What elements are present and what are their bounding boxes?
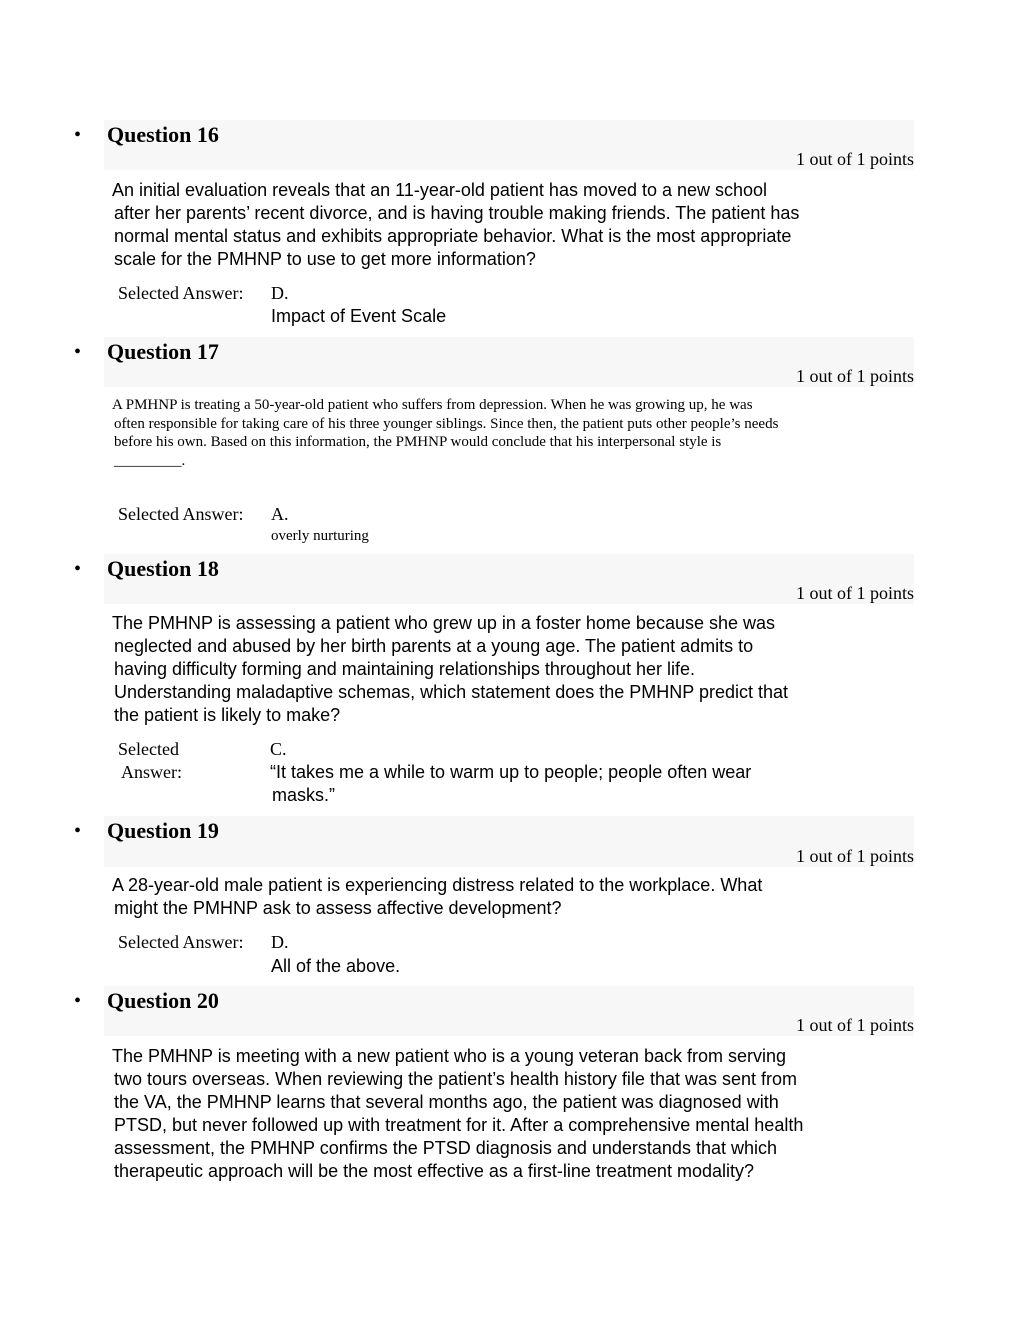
question-text-line: neglected and abused by her birth parents at a young age. The patient admits to bbox=[114, 636, 754, 656]
list-bullet: • bbox=[74, 558, 82, 580]
question-text-line: therapeutic approach will be the most effective as a first-line treatment modality? bbox=[114, 1161, 754, 1181]
question-text-line: the VA, the PMHNP learns that several months ago, the patient was diagnosed with bbox=[114, 1092, 779, 1112]
answer-text-line: Impact of Event Scale bbox=[271, 306, 447, 326]
points-score: 1 out of 1 points bbox=[795, 583, 914, 603]
question-text-line: having difficulty forming and maintaining relationships throughout her life. bbox=[114, 659, 696, 679]
list-bullet: • bbox=[74, 990, 82, 1012]
answer-letter: D. bbox=[271, 283, 289, 303]
answer-text bbox=[271, 527, 369, 545]
question-text-line: A 28-year-old male patient is experiencing distress related to the workplace. What bbox=[112, 875, 763, 895]
answer-text-line: overly nurturing bbox=[271, 528, 369, 544]
question-text-line: often responsible for taking care of his three younger siblings. Since then, the patient puts other people’s needs bbox=[114, 415, 779, 432]
list-bullet: • bbox=[74, 124, 82, 146]
question-text-line: scale for the PMHNP to use to get more information? bbox=[114, 249, 536, 269]
list-bullet: • bbox=[74, 820, 82, 842]
question-text-line: The PMHNP is assessing a patient who grew up in a foster home because she was bbox=[112, 613, 776, 633]
question-text-line: The PMHNP is meeting with a new patient who is a young veteran back from serving bbox=[112, 1046, 786, 1066]
question-text-line: before his own. Based on this information, the PMHNP would conclude that his interpersonal style is bbox=[114, 434, 722, 450]
question-title: Question 18 bbox=[107, 556, 219, 581]
answer-text-line: All of the above. bbox=[271, 956, 401, 976]
question-text-line: the patient is likely to make? bbox=[114, 705, 341, 725]
answer-text bbox=[271, 955, 400, 978]
question-text-line: normal mental status and exhibits appropriate behavior. What is the most appropriate bbox=[114, 226, 792, 246]
answer-text-line: “It takes me a while to warm up to people; people often wear bbox=[270, 762, 752, 782]
question-text-line: might the PMHNP ask to assess affective development? bbox=[114, 898, 562, 918]
points-score: 1 out of 1 points bbox=[795, 1015, 914, 1035]
selected-answer-label: Selected Answer: bbox=[118, 283, 244, 303]
answer-text bbox=[271, 305, 446, 328]
points-score: 1 out of 1 points bbox=[795, 846, 914, 866]
question-title: Question 17 bbox=[107, 339, 219, 364]
selected-answer-label: Selected Answer: bbox=[118, 932, 244, 952]
question-text-line: Understanding maladaptive schemas, which statement does the PMHNP predict that bbox=[114, 682, 789, 702]
question-text bbox=[112, 1045, 803, 1183]
question-text bbox=[112, 396, 778, 470]
question-text-line: PTSD, but never followed up with treatment for it. After a comprehensive mental health bbox=[114, 1115, 804, 1135]
question-text-line: after her parents’ recent divorce, and is having trouble making friends. The patient has bbox=[114, 203, 800, 223]
question-header bbox=[104, 554, 914, 604]
question-title: Question 20 bbox=[107, 988, 219, 1013]
question-text-line: An initial evaluation reveals that an 11-year-old patient has moved to a new school bbox=[112, 180, 768, 200]
question-header bbox=[104, 337, 914, 387]
answer-text bbox=[270, 761, 751, 807]
question-text-line: assessment, the PMHNP confirms the PTSD diagnosis and understands that which bbox=[114, 1138, 777, 1158]
question-text bbox=[112, 179, 799, 271]
answer-text-line: masks.” bbox=[272, 785, 335, 805]
question-title: Question 19 bbox=[107, 818, 219, 843]
selected-answer-label: Selected Answer: bbox=[118, 504, 244, 524]
question-header bbox=[104, 120, 914, 170]
question-text-line: A PMHNP is treating a 50-year-old patient who suffers from depression. When he was growing up, he was bbox=[112, 397, 753, 413]
question-text-line: two tours overseas. When reviewing the patient’s health history file that was sent from bbox=[114, 1069, 797, 1089]
question-title: Question 16 bbox=[107, 122, 219, 147]
points-score: 1 out of 1 points bbox=[795, 149, 914, 169]
answer-letter: A. bbox=[271, 504, 289, 524]
question-text bbox=[112, 612, 788, 727]
answer-letter: D. bbox=[271, 932, 289, 952]
points-score: 1 out of 1 points bbox=[795, 366, 914, 386]
list-bullet: • bbox=[74, 341, 82, 363]
selected-answer-label: Selected bbox=[118, 739, 179, 759]
selected-answer-label: Answer: bbox=[121, 762, 182, 782]
question-header bbox=[104, 986, 914, 1036]
question-header bbox=[104, 816, 914, 867]
answer-letter: C. bbox=[270, 739, 287, 759]
question-text bbox=[112, 874, 762, 920]
question-text-line: _________. bbox=[114, 452, 186, 469]
